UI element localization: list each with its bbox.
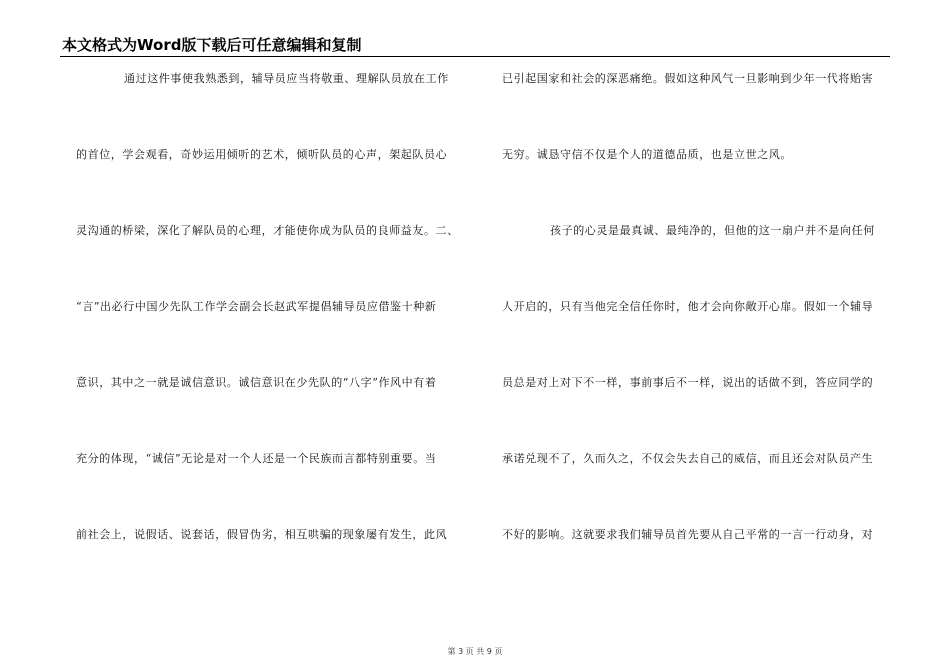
left-line-5: 意识，其中之一就是诚信意识。诚信意识在少先队的“八字”作风中有着 <box>76 376 437 389</box>
left-line-2: 的首位，学会观看，奇妙运用倾听的艺术，倾听队员的心声，架起队员心 <box>76 148 448 161</box>
left-line-7: 前社会上，说假话、说套话，假冒伪劣，相互哄骗的现象屡有发生，此风 <box>76 528 448 541</box>
right-line-7: 不好的影响。这就要求我们辅导员首先要从自己平常的一言一行动身，对 <box>502 528 874 541</box>
left-line-1: 通过这件事使我熟悉到，辅导员应当将敬重、理解队员放在工作 <box>124 72 449 85</box>
right-line-3: 孩子的心灵是最真诚、最纯净的，但他的这一扇户并不是向任何 <box>550 224 875 237</box>
document-header-title: 本文格式为Word版下载后可任意编辑和复制 <box>62 36 362 54</box>
right-line-5: 员总是对上对下不一样，事前事后不一样，说出的话做不到，答应同学的 <box>502 376 874 389</box>
right-line-6: 承诺兑现不了，久而久之，不仅会失去自己的威信，而且还会对队员产生 <box>502 452 874 465</box>
left-line-3: 灵沟通的桥梁，深化了解队员的心理，才能使你成为队员的良师益友。二、 <box>76 224 459 237</box>
header-divider <box>60 56 890 57</box>
left-line-4: “言”出必行中国少先队工作学会副会长赵武军提倡辅导员应借鉴十种新 <box>76 300 437 313</box>
right-line-4: 人开启的，只有当他完全信任你时，他才会向你敞开心扉。假如一个辅导 <box>502 300 874 313</box>
left-line-6: 充分的体现，“诚信”无论是对一个人还是一个民族而言都特别重要。当 <box>76 452 437 465</box>
right-line-2: 无穷。诚恳守信不仅是个人的道德品质，也是立世之风。 <box>502 148 792 161</box>
page-number-footer: 第 3 页 共 9 页 <box>447 647 503 656</box>
right-line-1: 已引起国家和社会的深恶痛绝。假如这种风气一旦影响到少年一代将贻害 <box>502 72 874 85</box>
